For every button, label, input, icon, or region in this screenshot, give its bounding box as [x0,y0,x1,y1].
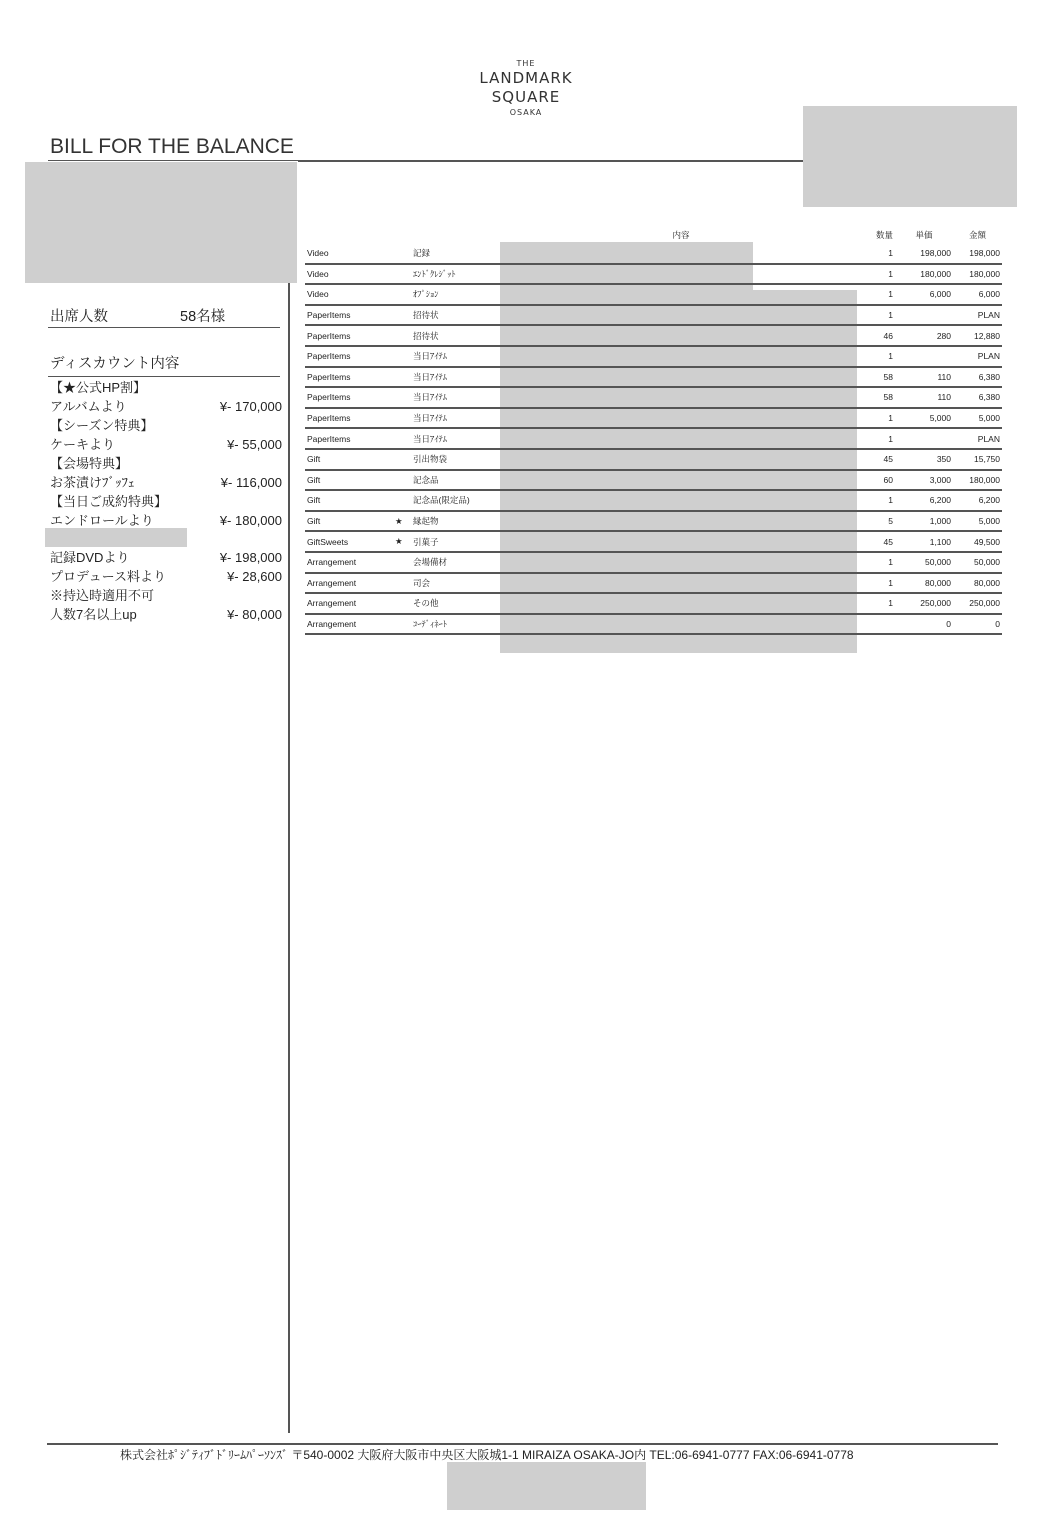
item-amount: 180,000 [953,470,1002,491]
item-unit-price: 180,000 [895,264,953,285]
item-qty: 1 [861,490,895,511]
item-name: 当日ｱｲﾃﾑ [411,408,501,429]
item-amount: 6,200 [953,490,1002,511]
item-unit-price [895,346,953,367]
item-qty: 1 [861,428,895,449]
item-name: 招待状 [411,305,501,326]
item-category: Gift [305,470,393,491]
item-content [501,531,861,552]
item-content [501,614,861,635]
document-title: BILL FOR THE BALANCE [50,135,294,158]
item-qty: 58 [861,387,895,408]
item-amount: 180,000 [953,264,1002,285]
item-content [501,428,861,449]
item-mark [393,428,411,449]
item-content [501,490,861,511]
item-qty: 1 [861,552,895,573]
item-name: 当日ｱｲﾃﾑ [411,367,501,388]
line-items-table [305,226,1002,635]
item-mark [393,284,411,305]
item-qty: 1 [861,573,895,594]
item-qty: 1 [861,284,895,305]
item-category: PaperItems [305,387,393,408]
item-name: 招待状 [411,325,501,346]
footer-rule [47,1443,998,1445]
item-amount: 6,000 [953,284,1002,305]
item-amount: PLAN [953,428,1002,449]
logo-line-1: LANDMARK [479,69,573,87]
discount-line: 【会場特典】 [50,456,129,471]
item-amount: 6,380 [953,367,1002,388]
item-category: Video [305,244,393,264]
item-qty: 1 [861,305,895,326]
table-row [305,244,1002,264]
item-category: Arrangement [305,593,393,614]
item-category: PaperItems [305,408,393,429]
table-row [305,264,1002,285]
item-unit-price: 80,000 [895,573,953,594]
item-name: 当日ｱｲﾃﾑ [411,387,501,408]
table-row [305,428,1002,449]
table-row [305,449,1002,470]
item-category: GiftSweets [305,531,393,552]
attendance-row [50,308,282,327]
item-unit-price: 5,000 [895,408,953,429]
discount-line: 【★公式HP割】 [50,380,147,395]
item-name: 縁起物 [411,511,501,532]
table-row [305,284,1002,305]
item-mark [393,408,411,429]
item-unit-price [895,428,953,449]
item-name: ｴﾝﾄﾞｸﾚｼﾞｯﾄ [411,264,501,285]
table-row [305,408,1002,429]
discount-line: エンドロールより ¥- 180,000 [50,513,282,528]
item-content [501,573,861,594]
item-content [501,470,861,491]
attendance-rule [48,327,280,328]
item-category: Arrangement [305,573,393,594]
item-name: 当日ｱｲﾃﾑ [411,346,501,367]
item-category: Video [305,264,393,285]
item-mark [393,387,411,408]
item-content [501,325,861,346]
item-mark [393,552,411,573]
item-unit-price: 250,000 [895,593,953,614]
item-unit-price [895,305,953,326]
item-amount: 12,880 [953,325,1002,346]
table-row [305,573,1002,594]
item-unit-price: 350 [895,449,953,470]
item-amount: 15,750 [953,449,1002,470]
header-content: 内容 [672,230,690,240]
logo-bottom: OSAKA [509,108,543,117]
table-row [305,305,1002,326]
item-content [501,346,861,367]
item-content [501,305,861,326]
discount-heading-rule [48,376,280,377]
item-unit-price: 110 [895,387,953,408]
item-category: Gift [305,490,393,511]
item-name: ｺｰﾃﾞｨﾈｰﾄ [411,614,501,635]
attendance-value: 58名様 [180,309,226,325]
item-qty: 60 [861,470,895,491]
redacted-discount-line [45,528,187,547]
item-amount: 0 [953,614,1002,635]
item-name: 会場備材 [411,552,501,573]
item-mark [393,325,411,346]
item-qty: 1 [861,346,895,367]
item-name: 記録 [411,244,501,264]
item-unit-price: 198,000 [895,244,953,264]
item-name: 記念品(限定品) [411,490,501,511]
discount-line: お茶漬けﾌﾞｯﾌｪ ¥- 116,000 [50,475,282,490]
item-amount: 6,380 [953,387,1002,408]
item-content [501,449,861,470]
item-category: Gift [305,511,393,532]
table-row [305,387,1002,408]
discount-line: 記録DVDより ¥- 198,000 [50,550,282,565]
item-mark [393,573,411,594]
column-divider [288,283,290,1433]
item-name: 引菓子 [411,531,501,552]
logo-top: THE [516,59,536,68]
item-name: 当日ｱｲﾃﾑ [411,428,501,449]
header-qty: 数量 [875,230,893,240]
item-content [501,264,861,285]
discount-line: プロデュース料より ¥- 28,600 [50,569,282,584]
discount-heading: ディスカウント内容 [50,356,180,372]
item-amount: 50,000 [953,552,1002,573]
item-category: PaperItems [305,367,393,388]
header-amount: 金額 [968,230,986,240]
table-row [305,367,1002,388]
item-amount: 250,000 [953,593,1002,614]
item-unit-price: 6,000 [895,284,953,305]
discount-line: アルバムより ¥- 170,000 [50,399,282,414]
item-content [501,387,861,408]
redacted-top-right-block [803,106,1017,207]
item-amount: 80,000 [953,573,1002,594]
item-mark [393,470,411,491]
title-rule [298,160,804,162]
item-name: 引出物袋 [411,449,501,470]
item-qty: 46 [861,325,895,346]
item-mark [393,614,411,635]
item-content [501,408,861,429]
item-content [501,244,861,264]
item-qty: 58 [861,367,895,388]
item-mark [393,367,411,388]
item-category: PaperItems [305,346,393,367]
item-content [501,284,861,305]
item-qty: 45 [861,449,895,470]
table-row [305,490,1002,511]
item-unit-price: 3,000 [895,470,953,491]
item-mark [393,449,411,470]
item-mark [393,490,411,511]
discount-line: 人数7名以上up ¥- 80,000 [50,607,282,622]
item-unit-price: 0 [895,614,953,635]
table-header [305,226,1002,244]
item-amount: PLAN [953,346,1002,367]
logo-line-2: SQUARE [491,88,561,106]
table-row [305,531,1002,552]
redacted-footer-block [447,1462,646,1510]
item-qty: 1 [861,244,895,264]
item-unit-price: 110 [895,367,953,388]
item-qty [861,614,895,635]
item-mark: ★ [393,531,411,552]
item-amount: 5,000 [953,408,1002,429]
item-mark [393,264,411,285]
discount-line: 【当日ご成約特典】 [50,494,168,509]
item-content [501,511,861,532]
item-amount: 198,000 [953,244,1002,264]
left-title-rule [48,160,298,161]
item-mark [393,244,411,264]
item-name: 司会 [411,573,501,594]
item-unit-price: 6,200 [895,490,953,511]
item-category: Arrangement [305,614,393,635]
table-row [305,593,1002,614]
item-content [501,552,861,573]
item-qty: 1 [861,593,895,614]
item-qty: 5 [861,511,895,532]
table-row [305,614,1002,635]
table-row [305,552,1002,573]
item-category: PaperItems [305,428,393,449]
item-amount: 5,000 [953,511,1002,532]
redacted-address-block [25,162,297,283]
item-category: PaperItems [305,305,393,326]
discount-line: ※持込時適用不可 [50,588,155,603]
discount-line: 【シーズン特典】 [50,418,154,433]
item-content [501,367,861,388]
table-row [305,346,1002,367]
table-row [305,511,1002,532]
item-mark [393,593,411,614]
item-name: 記念品 [411,470,501,491]
attendance-label: 出席人数 [50,309,108,325]
header-unit: 単価 [915,230,933,240]
item-amount: PLAN [953,305,1002,326]
company-address: 株式会社ﾎﾟｼﾞﾃｨﾌﾞﾄﾞﾘｰﾑﾊﾟｰｿﾝｽﾞ 〒540-0002 大阪府大阪市中央区大阪城1-1 MIRAIZA OSAKA-JO内 TEL:06-6941-0777 FAX:06-6941-0778 [120,1448,854,1462]
item-unit-price: 1,100 [895,531,953,552]
item-name: その他 [411,593,501,614]
item-qty: 1 [861,408,895,429]
discount-line: ケーキより ¥- 55,000 [50,437,282,452]
item-mark: ★ [393,511,411,532]
item-amount: 49,500 [953,531,1002,552]
item-qty: 45 [861,531,895,552]
item-category: Arrangement [305,552,393,573]
item-qty: 1 [861,264,895,285]
item-name: ｵﾌﾟｼｮﾝ [411,284,501,305]
item-unit-price: 1,000 [895,511,953,532]
item-category: Gift [305,449,393,470]
item-content [501,593,861,614]
item-category: Video [305,284,393,305]
item-unit-price: 280 [895,325,953,346]
table-row [305,470,1002,491]
item-category: PaperItems [305,325,393,346]
item-mark [393,346,411,367]
item-unit-price: 50,000 [895,552,953,573]
item-mark [393,305,411,326]
venue-logo [470,58,582,118]
table-row [305,325,1002,346]
